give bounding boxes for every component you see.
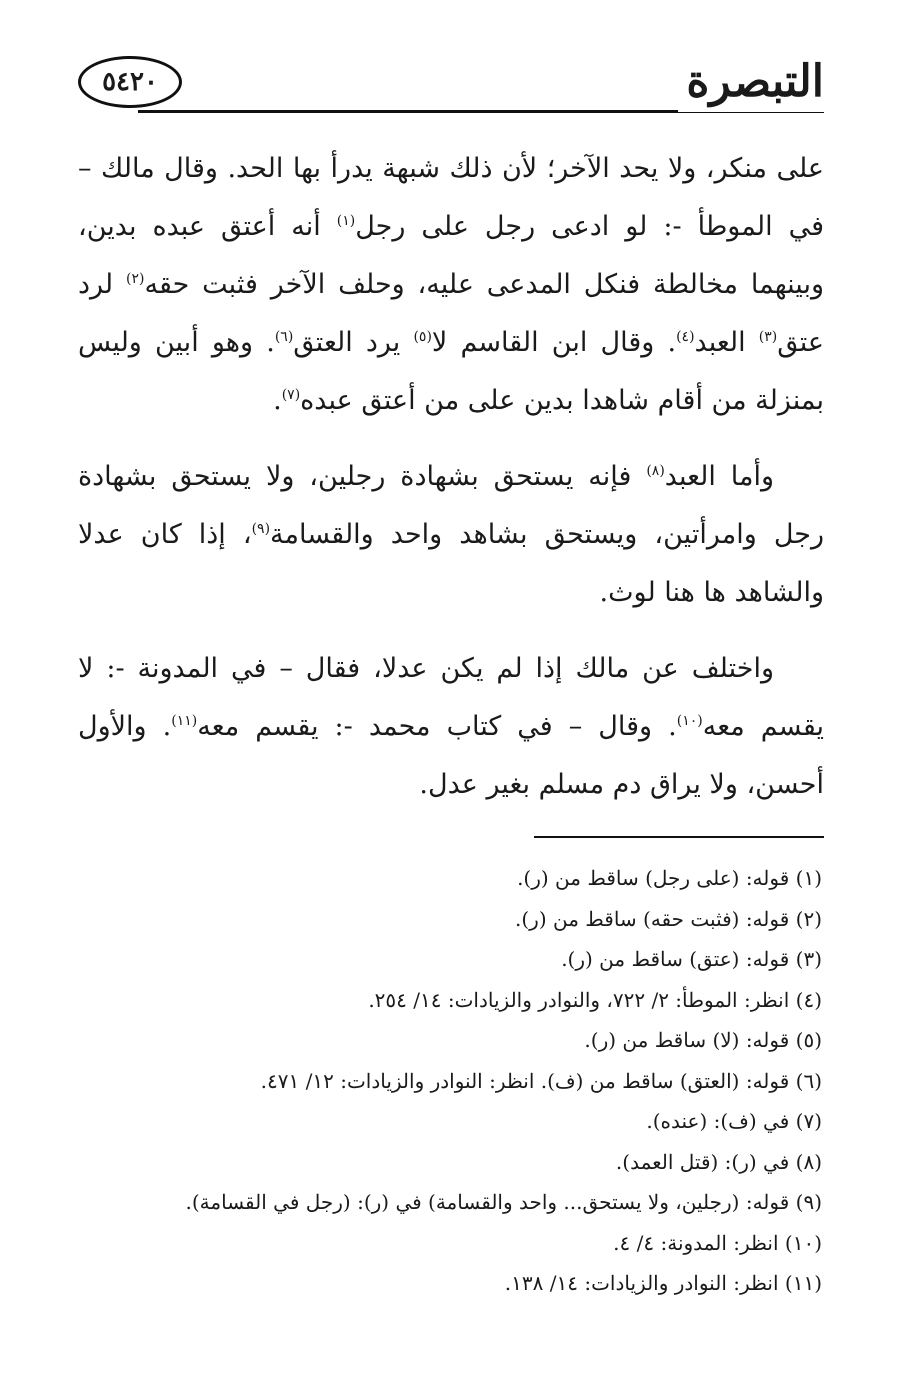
footnote: (٦) قوله: (العتق) ساقط من (ف). انظر: النوادر والزيادات: ١٢/ ٤٧١.: [260, 1068, 822, 1093]
text-run: . وقال – في كتاب محمد -: يقسم معه: [197, 711, 677, 742]
footnote: (٧) في (ف): (عنده).: [646, 1109, 822, 1133]
footnote-separator: [534, 836, 824, 838]
footnote-marker: (٤): [676, 329, 695, 345]
text-run: لرد عتق: [78, 269, 825, 358]
footnote-marker: (٦): [274, 329, 294, 345]
text-run: على منكر، ولا يحد الآخر؛ لأن ذلك شبهة يدرأ بها الحد. وقال مالك – في الموطأ -: لو ادعى رجل على رجل: [78, 153, 824, 242]
body-paragraph: [78, 640, 824, 814]
footnote: (١) قوله: (على رجل) ساقط من (ر).: [517, 866, 822, 890]
text-run: . والأول أحسن، ولا يراق دم مسلم بغير عدل.: [78, 711, 824, 800]
footnote-marker: (٣): [758, 329, 778, 345]
footnotes: [78, 858, 822, 1304]
footnote-marker: (٥): [413, 329, 432, 345]
text-run: . وهو أبين وليس بمنزلة من أقام شاهدا بدين على من أعتق عبده: [78, 327, 824, 416]
footnote: (٢) قوله: (فثبت حقه) ساقط من (ر).: [515, 906, 822, 931]
text-run: وأما العبد: [664, 461, 774, 492]
text-run: يرد العتق: [293, 327, 414, 358]
main-text: [78, 140, 824, 832]
page-header: [78, 52, 824, 122]
book-title: التبصرة: [678, 52, 824, 112]
footnote-marker: (٩): [251, 521, 271, 537]
footnote-marker: (٧): [281, 387, 301, 403]
footnote-marker: (١): [336, 213, 356, 229]
footnote: (٥) قوله: (لا) ساقط من (ر).: [584, 1028, 822, 1052]
footnote: (٤) انظر: الموطأ: ٢/ ٧٢٢، والنوادر والزيادات: ١٤/ ٢٥٤.: [368, 987, 822, 1012]
footnote-marker: (١٠): [676, 713, 703, 729]
footnote: (٩) قوله: (رجلين، ولا يستحق... واحد والقسامة) في (ر): (رجل في القسامة).: [185, 1190, 822, 1214]
footnote-marker: (٨): [646, 463, 665, 479]
text-run: فإنه يستحق بشهادة رجلين، ولا يستحق بشهادة رجل وامرأتين، ويستحق بشاهد واحد والقسامة: [78, 461, 824, 550]
body-paragraph: [78, 448, 824, 622]
footnote: (١٠) انظر: المدونة: ٤/ ٤.: [613, 1230, 822, 1255]
text-run: ، إذا كان عدلا والشاهد ها هنا لوث.: [78, 519, 824, 608]
text-run: أنه أعتق عبده بدين، وبينهما مخالطة فنكل المدعى عليه، وحلف الآخر فثبت حقه: [78, 211, 825, 300]
text-run: واختلف عن مالك إذا لم يكن عدلا، فقال – في المدونة -: لا يقسم معه: [78, 653, 824, 742]
footnote-marker: (٢): [126, 271, 145, 287]
footnote: (١١) انظر: النوادر والزيادات: ١٤/ ١٣٨.: [504, 1271, 822, 1295]
footnote: (٨) في (ر): (قتل العمد).: [615, 1149, 822, 1174]
text-run: العبد: [694, 327, 759, 358]
page-number: ٥٤٢٠: [78, 56, 182, 108]
footnote: (٣) قوله: (عتق) ساقط من (ر).: [561, 947, 822, 971]
footnote-marker: (١١): [171, 713, 198, 729]
text-run: .: [273, 385, 282, 416]
text-run: . وقال ابن القاسم لا: [431, 327, 677, 358]
body-paragraph: [78, 140, 824, 430]
